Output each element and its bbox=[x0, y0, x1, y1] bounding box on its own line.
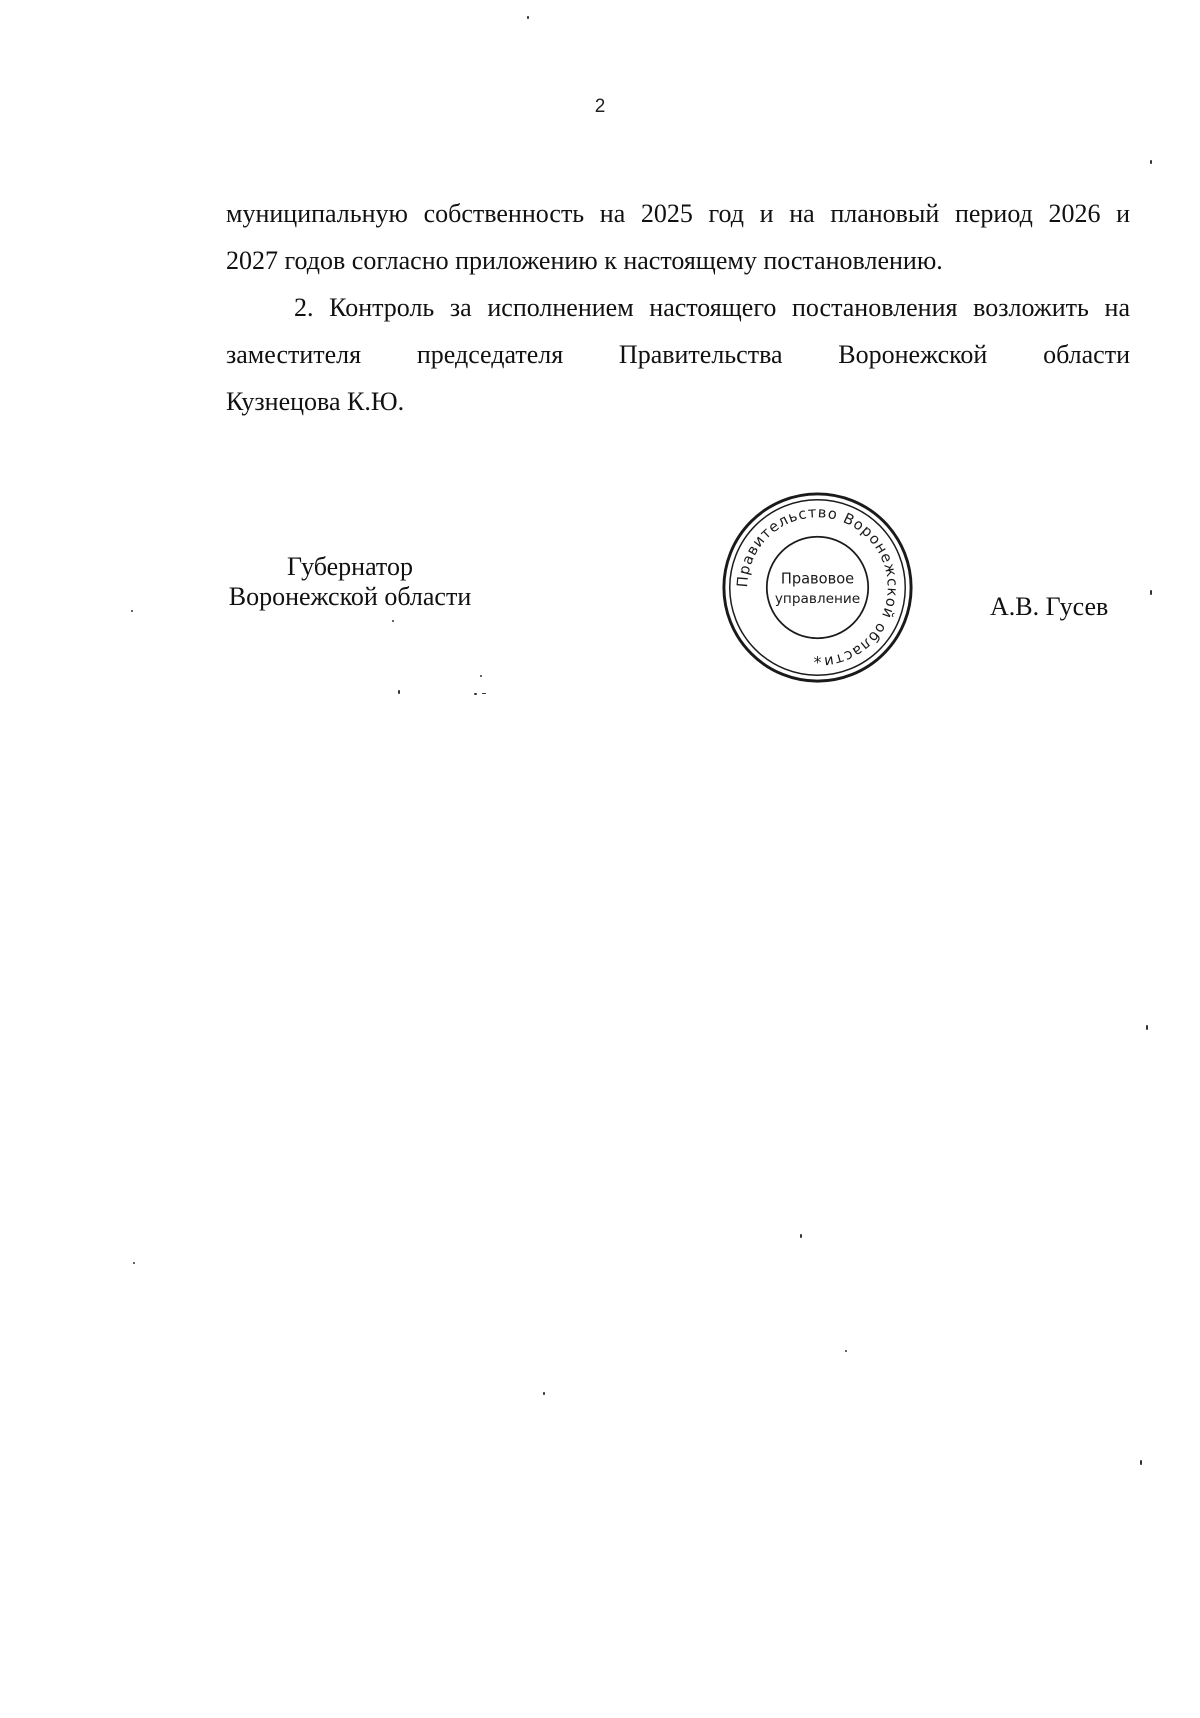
paragraph-1 bbox=[226, 190, 1130, 284]
scan-speck bbox=[398, 690, 400, 694]
seal-center-line-1: Правовое bbox=[780, 570, 855, 588]
scan-speck bbox=[474, 693, 477, 695]
signatory-name: А.В. Гусев bbox=[990, 592, 1109, 621]
scan-speck bbox=[392, 620, 394, 622]
scan-speck bbox=[1140, 1460, 1142, 1465]
seal-center-line-2: управление bbox=[774, 591, 861, 608]
scan-speck bbox=[800, 1234, 802, 1238]
page-number: 2 bbox=[594, 96, 606, 117]
scan-speck bbox=[845, 1350, 847, 1352]
paragraph-2 bbox=[226, 284, 1130, 425]
scan-speck bbox=[1146, 1025, 1148, 1030]
paragraph-1-line-2: 2027 годов согласно приложению к настоящему постановлению. bbox=[226, 246, 943, 275]
paragraph-2-line-3: Кузнецова К.Ю. bbox=[226, 387, 405, 416]
scan-speck bbox=[482, 693, 486, 694]
signatory-position-line-1: Губернатор bbox=[287, 552, 413, 581]
scan-speck bbox=[527, 16, 529, 19]
paragraph-2-line-1: 2. Контроль за исполнением настоящего постановления возложить на bbox=[294, 293, 1130, 322]
signatory-position bbox=[200, 552, 500, 612]
scan-speck bbox=[133, 1262, 135, 1264]
paragraph-2-line-2: заместителя председателя Правительства Воронежской области bbox=[226, 340, 1130, 369]
paragraph-1-line-1: муниципальную собственность на 2025 год и на плановый период 2026 и bbox=[226, 199, 1130, 228]
scan-speck bbox=[131, 610, 133, 612]
seal-ring-text: Правительство Воронежской области bbox=[734, 504, 901, 671]
scan-speck bbox=[1150, 160, 1152, 164]
scan-speck bbox=[543, 1392, 545, 1395]
scan-speck bbox=[1150, 590, 1152, 595]
seal-star: * bbox=[813, 653, 822, 672]
scan-speck bbox=[480, 675, 482, 677]
official-seal bbox=[720, 490, 915, 685]
signatory-position-line-2: Воронежской области bbox=[228, 582, 472, 611]
